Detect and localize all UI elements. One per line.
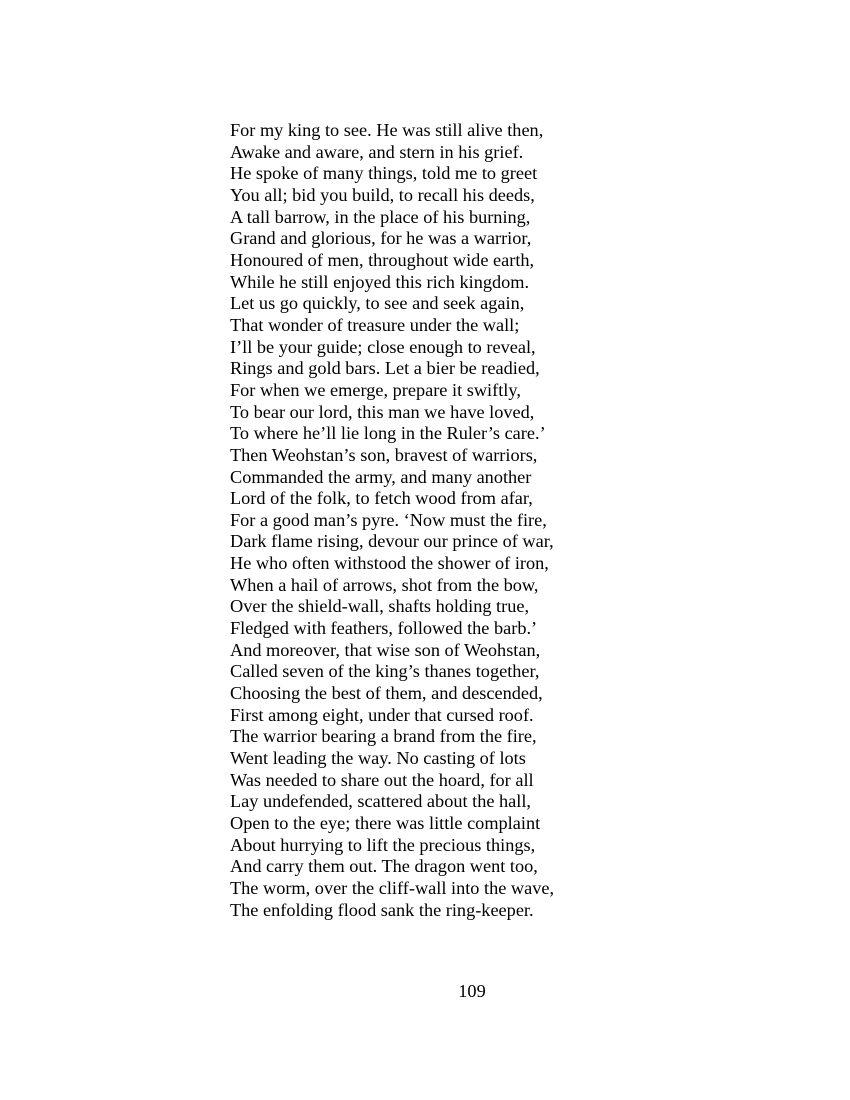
- poem-line: When a hail of arrows, shot from the bow,: [230, 574, 539, 595]
- poem-line: To where he’ll lie long in the Ruler’s care.’: [230, 423, 546, 444]
- poem-line: He who often withstood the shower of iron,: [230, 553, 549, 574]
- poem-line: Honoured of men, throughout wide earth,: [230, 249, 535, 270]
- poem-line: Dark flame rising, devour our prince of war,: [230, 531, 554, 552]
- poem-line: That wonder of treasure under the wall;: [230, 314, 520, 335]
- poem-line: Fledged with feathers, followed the barb.’: [230, 618, 538, 639]
- poem-line: About hurrying to lift the precious things,: [230, 834, 536, 855]
- poem-line: Open to the eye; there was little complaint: [230, 813, 541, 833]
- poem-line: For my king to see. He was still alive then,: [230, 120, 544, 140]
- poem-line: Lord of the folk, to fetch wood from afar,: [230, 488, 533, 509]
- poem-line: The warrior bearing a brand from the fire,: [230, 726, 537, 747]
- poem-line: Over the shield-wall, shafts holding true,: [230, 596, 530, 617]
- poem-line: Called seven of the king’s thanes together,: [230, 661, 540, 682]
- poem-line: Went leading the way. No casting of lots: [230, 748, 526, 769]
- poem-line: To bear our lord, this man we have loved,: [230, 401, 535, 422]
- poem-line: Then Weohstan’s son, bravest of warriors,: [230, 444, 538, 465]
- poem-line: Rings and gold bars. Let a bier be readied,: [230, 358, 540, 379]
- poem-line: Choosing the best of them, and descended,: [230, 683, 543, 704]
- poem-line: Let us go quickly, to see and seek again,: [230, 293, 525, 314]
- poem-text: [230, 120, 554, 921]
- poem-line: Grand and glorious, for he was a warrior,: [230, 228, 532, 249]
- poem-line: For when we emerge, prepare it swiftly,: [230, 379, 521, 400]
- poem-line: Lay undefended, scattered about the hall,: [230, 791, 532, 812]
- poem-line: The enfolding flood sank the ring-keeper.: [230, 899, 534, 920]
- poem-line: Commanded the army, and many another: [230, 466, 532, 487]
- poem-line: He spoke of many things, told me to greet: [230, 163, 538, 184]
- poem-line: And moreover, that wise son of Weohstan,: [230, 639, 541, 660]
- poem-line: First among eight, under that cursed roof.: [230, 704, 534, 725]
- poem-line: And carry them out. The dragon went too,: [230, 856, 538, 877]
- poem-line: I’ll be your guide; close enough to reveal,: [230, 336, 536, 357]
- poem-line: You all; bid you build, to recall his deeds,: [230, 184, 535, 205]
- poem-line: The worm, over the cliff-wall into the wave,: [230, 877, 555, 898]
- page-number: 109: [458, 981, 486, 1001]
- poem-line: For a good man’s pyre. ‘Now must the fire,: [230, 509, 547, 530]
- poem-line: While he still enjoyed this rich kingdom.: [230, 271, 530, 292]
- poem-line: Was needed to share out the hoard, for all: [230, 769, 534, 790]
- poem-line: Awake and aware, and stern in his grief.: [230, 141, 524, 162]
- poem-line: A tall barrow, in the place of his burning,: [230, 206, 531, 227]
